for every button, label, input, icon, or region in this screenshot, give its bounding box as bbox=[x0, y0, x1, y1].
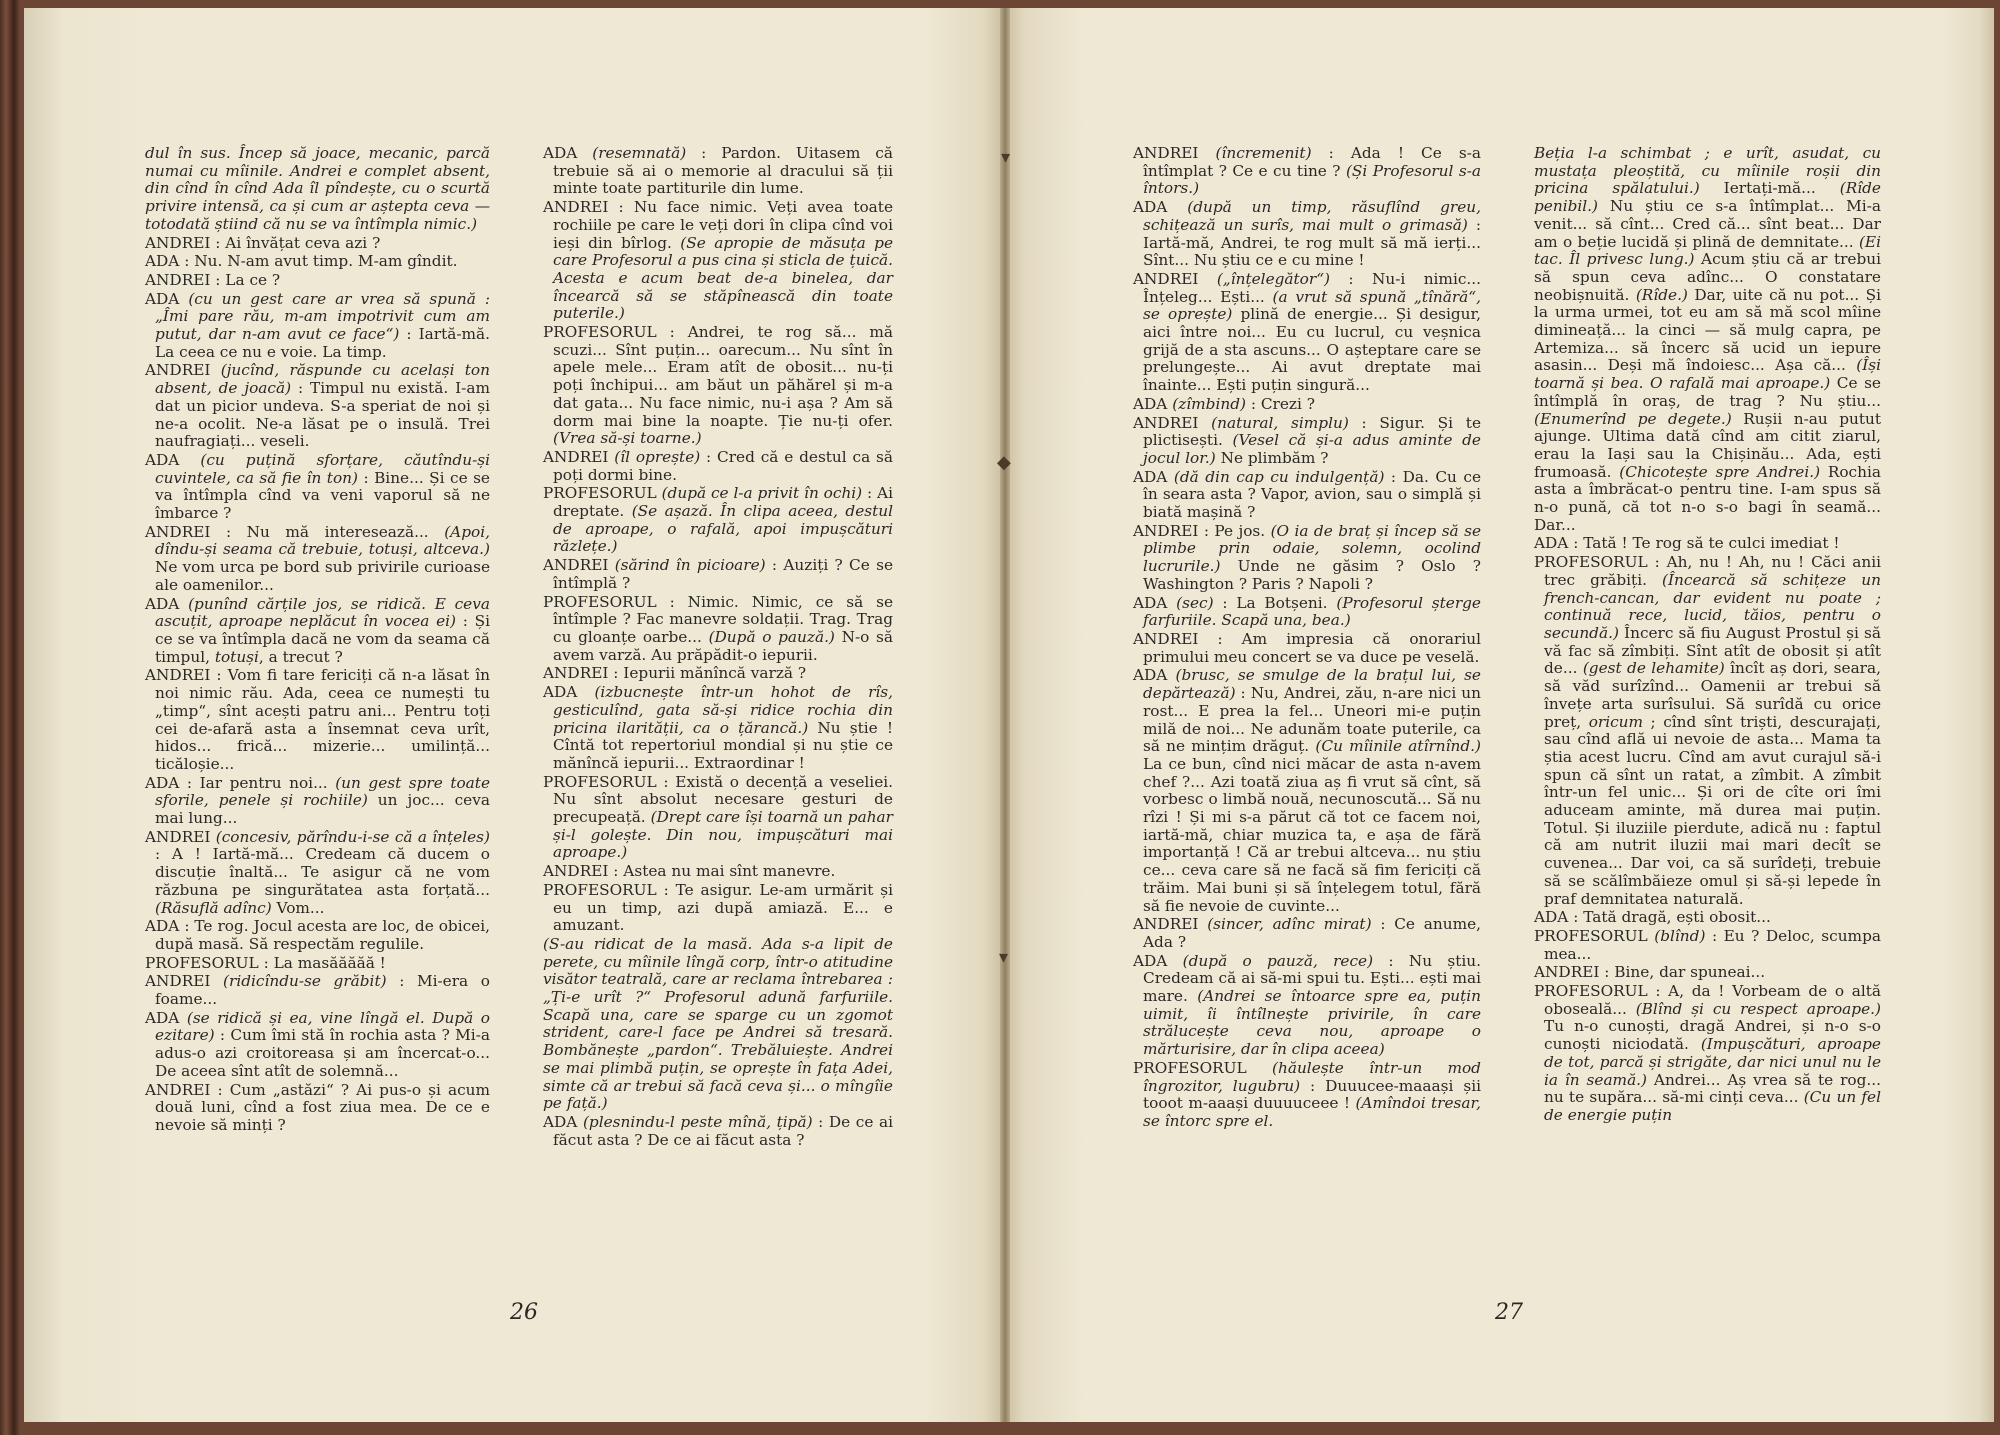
dialogue-line: ADA : Iar pentru noi... (un gest spre toate sforile, penele și rochiile) un joc... ceva mai lung... bbox=[145, 773, 490, 828]
dialogue-line: ADA : Te rog. Jocul acesta are loc, de obicei, după masă. Să respectăm regulile. bbox=[145, 917, 490, 953]
page-number-left: 26 bbox=[510, 1300, 538, 1325]
dialogue-line: ANDREI (concesiv, părîndu-i-se că a înțeles) : A ! Iartă-mă... Credeam că ducem o discuție înaltă... Te asigur că ne vom răzbuna pe singurătatea asta forțată... (Răsuflă adînc) Vom... bbox=[145, 827, 490, 917]
dialogue-line: ANDREI : Astea nu mai sînt manevre. bbox=[543, 862, 836, 881]
dialogue-line: PROFESORUL : Ah, nu ! Ah, nu ! Căci anii trec grăbiți. (Încearcă să schițeze un french-cancan, dar evident nu poate ; continuă rece, lucid, tăios, pentru o secundă.) Încerc să fiu August Prostul și să vă fac să zîmbiți. Sînt atît de obosit și atît de... (gest de lehamite) încît aș dori, seara, să văd surîzînd... Oamenii ar trebui să învețe arta surîsului. Să surîdă cu orice preț, oricum ; cînd sînt triști, descurajați, sau cînd află ui nevoie de asta... Mama ta știa acest lucru. Cînd am avut curajul să-i spun că sînt un ratat, a zîmbit. A zîmbit într-un fel unic... Și ori de cîte ori îmi aduceam aminte, mă durea mai puțin. Totul. Și iluziile pierdute, adică nu : faptul că am nutrit iluzii mai mari decît se cuvenea... Dar voi, ca să surîdeți, trebuie să se scălîmbăieze omul și să-și lepede în praf demnitatea naturală. bbox=[1534, 553, 1881, 908]
stage-direction: dul în sus. Încep să joace, mecanic, parcă numai cu mîinile. Andrei e complet absent, din cînd în cînd Ada îl pîndește, cu o scurtă privire intensă, ca și cum ar aștepta ceva — totodată știind că nu se va întîmpla nimic.) bbox=[145, 144, 490, 233]
dialogue-line: ADA (izbucnește într-un hohot de rîs, gesticulînd, gata să-și ridice rochia din pricina ilarității, ca o țărancă.) Nu știe ! Cîntă tot repertoriul mondial și nu știe ce mănîncă iepurii... Extraordinar ! bbox=[543, 683, 894, 772]
dialogue-line: PROFESORUL (hăulește într-un mod îngrozitor, lugubru) : Duuucee-maaași șii tooot m-aaași duuuuceee ! (Amîndoi tresar, se întorc spre el. bbox=[1133, 1058, 1481, 1130]
dialogue-line: ANDREI : Iepurii mănîncă varză ? bbox=[543, 664, 807, 683]
text-column-4 bbox=[1534, 145, 1881, 1126]
dialogue-line: ADA (dă din cap cu indulgență) : Da. Cu ce în seara asta ? Vapor, avion, sau o simplă și biată mașină ? bbox=[1133, 467, 1482, 522]
dialogue-line: ADA (brusc, se smulge de la brațul lui, se depărtează) : Nu, Andrei, zău, n-are nici un rost... E prea la fel... Uneori mi-e puțin milă de noi... Ne adunăm toate puterile, ca să ne mințim drăguț. (Cu mîinile atîrnînd.) La ce bun, cînd nici măcar de asta n-avem chef ?... Azi toată ziua aș fi vrut să cînt, să vorbesc o limbă nouă, necunoscută... Să nu rîzi ! Și mi s-a părut că tot ce facem noi, iartă-mă, chiar muzica ta, e așa de fără importanță ! Că ar trebui altceva... nu știu ce... ceva care să ne facă să fim fericiți că trăim. Mai buni și să înțelegem totul, fără să fie nevoie de cuvinte... bbox=[1133, 666, 1482, 915]
dialogue-line: ADA (cu puțină sforțare, căutîndu-și cuvintele, ca să fie în ton) : Bine... Și ce se va întîmpla cînd va veni vaporul să ne îmbarce ? bbox=[145, 450, 490, 523]
dialogue-line: ADA (punînd cărțile jos, se ridică. E ceva ascuțit, aproape neplăcut în vocea ei) : Și ce se va întîmpla dacă ne vom da seama că timpul, totuși, a trecut ? bbox=[145, 594, 490, 666]
dialogue-line: ANDREI („înțelegător“) : Nu-i nimic... Înțeleg... Ești... (a vrut să spună „tînără“, se oprește) plină de energie... Și desigur, aici între noi... Eu cu lucrul, cu veșnica grijă de a sta ascuns... O așteptare care se prelungește... Ai avut dreptate mai înainte... Ești puțin singură... bbox=[1133, 269, 1481, 395]
dialogue-line: ADA (după un timp, răsuflînd greu, schițează un surîs, mai mult o grimasă) : Iartă-mă, Andrei, te rog mult să mă ierți... Sînt... Nu știu ce e cu mine ! bbox=[1133, 198, 1481, 270]
book-gutter bbox=[1000, 8, 1010, 1422]
dialogue-line: ANDREI (sincer, adînc mirat) : Ce anume, Ada ? bbox=[1133, 915, 1481, 951]
dialogue-line: ADA : Tată ! Te rog să te culci imediat ! bbox=[1534, 534, 1840, 553]
page-number-right: 27 bbox=[1495, 1300, 1523, 1325]
dialogue-line: ADA (sec) : La Botșeni. (Profesorul șterge farfuriile. Scapă una, bea.) bbox=[1133, 593, 1481, 630]
dialogue-line: PROFESORUL : Andrei, te rog să... mă scuzi... Sînt puțin... oarecum... Nu sînt în apele mele... Eram atît de obosit... nu-ți poți închipui... am băut un păhărel și m-a dat gata... Nu face nimic, nu-i așa ? Am să dorm mai bine la noapte. Ție nu-ți ofer. (Vrea să-și toarne.) bbox=[543, 323, 893, 448]
dialogue-line: ADA (cu un gest care ar vrea să spună : „Îmi pare rău, m-am impotrivit cum am putut, dar n-am avut ce face“) : Iartă-mă. La ceea ce nu e voie. La timp. bbox=[145, 289, 490, 361]
dialogue-line: ANDREI (natural, simplu) : Sigur. Și te plictisești. (Vesel că și-a adus aminte de jocul lor.) Ne plimbăm ? bbox=[1133, 413, 1481, 467]
dialogue-line: ADA : Nu. N-am avut timp. M-am gîndit. bbox=[145, 252, 458, 271]
dialogue-line: ADA : Tată dragă, ești obosit... bbox=[1534, 908, 1771, 927]
dialogue-line: PROFESORUL (blînd) : Eu ? Deloc, scumpa mea... bbox=[1534, 926, 1881, 963]
dialogue-line: ANDREI : Nu mă interesează... (Apoi, dîndu-și seama că trebuie, totuși, altceva.) Ne vom urca pe bord sub privirile curioase ale oamenilor... bbox=[145, 522, 490, 594]
binding-stitch-icon: ▾ bbox=[999, 947, 1009, 968]
stage-direction: Beția l-a schimbat ; e urît, asudat, cu mustața pleoștită, cu mîinile roșii din pricina spălatului.) Iertați-mă... (Rîde penibil.) Nu știu ce s-a întîmplat... Mi-a venit... să cînt... Cred că... sînt beat... Dar am o beție lucidă și plină de demnitate... (Ei tac. Îl privesc lung.) Acum știu că ar trebui să spun ceva adînc... O constatare neobișnuită. (Rîde.) Dar, uite că nu pot... Și la urma urmei, tot eu am să mă scol mîine dimineață... la cinci — să mulg capra, pe Artemiza... să încerc să ucid un iepure asasin... Deși mă îndoiesc... Așa că... (Își toarnă și bea. O rafală mai aproape.) Ce se întîmplă în oraș, de trag ? Nu știu... (Enumerînd pe degete.) Rușii n-au putut ajunge. Ultima dată cînd am citit ziarul, erau la Iași sau la Chișinău... Ada, ești frumoasă. (Chicotește spre Andrei.) Rochia asta a îmbrăcat-o pentru tine. I-am spus să n-o pună, că tot n-o s-o bagi în seamă... Dar... bbox=[1534, 144, 1881, 534]
dialogue-line: ANDREI : Am impresia că onorariul primului meu concert se va duce pe veselă. bbox=[1133, 629, 1481, 666]
dialogue-line: ADA (după o pauză, rece) : Nu știu. Credeam că ai să-mi spui tu. Ești... ești mai mare. (Andrei se întoarce spre ea, puțin uimit, îi întîlnește privirile, în care strălucește ceva nou, aproape o mărturisire, dar în clipa aceea) bbox=[1133, 951, 1481, 1059]
dialogue-line: ADA (resemnată) : Pardon. Uitasem că trebuie să ai o memorie al dracului să ții minte toate partiturile din lume. bbox=[543, 144, 893, 198]
dialogue-line: ANDREI (jucînd, răspunde cu același ton absent, de joacă) : Timpul nu există. I-am dat un picior undeva. S-a speriat de noi și ne-a ocolit. Ne-a lăsat pe o insulă. Trei naufragiați... veseli. bbox=[145, 361, 490, 451]
text-column-2 bbox=[543, 145, 893, 1150]
dialogue-line: ANDREI (încremenit) : Ada ! Ce s-a întîmplat ? Ce e cu tine ? (Și Profesorul s-a întors.) bbox=[1133, 144, 1481, 198]
dialogue-line: ANDREI : Cum „astăzi“ ? Ai pus-o și acum două luni, cînd a fost ziua mea. De ce e nevoie să minți ? bbox=[145, 1080, 490, 1134]
dialogue-line: ANDREI : La ce ? bbox=[145, 270, 281, 289]
binding-stitch-icon: ▾ bbox=[1001, 147, 1011, 168]
dialogue-line: PROFESORUL (după ce l-a privit în ochi) : Ai dreptate. (Se așază. În clipa aceea, destul de aproape, o rafală, apoi impușcături răzlețe.) bbox=[543, 484, 893, 556]
dialogue-line: ANDREI : Nu face nimic. Veți avea toate rochiile pe care le veți dori în clipa cînd voi ieși din bîrlog. (Se apropie de măsuța pe care Profesorul a pus cina și sticla de țuică. Acesta e acum beat de-a binelea, dar încearcă să se stăpînească din toate puterile.) bbox=[543, 198, 893, 323]
dialogue-line: ANDREI (îl oprește) : Cred că e destul ca să poți dormi bine. bbox=[543, 447, 893, 484]
dialogue-line: PROFESORUL : Nimic. Nimic, ce să se întîmple ? Fac manevre soldații. Trag. Trag cu gloanțe oarbe... (După o pauză.) N-o să avem varză. Au prăpădit-o iepurii. bbox=[543, 592, 893, 664]
text-column-1 bbox=[145, 145, 490, 1136]
dialogue-line: ANDREI (ridicîndu-se grăbit) : Mi-era o foame... bbox=[145, 972, 490, 1009]
dialogue-line: PROFESORUL : Există o decență a veseliei. Nu sînt absolut necesare gesturi de precupeață. (Drept care își toarnă un pahar și-l golește. Din nou, impușcături mai aproape.) bbox=[543, 772, 893, 862]
dialogue-line: ANDREI : Pe jos. (O ia de braț și încep să se plimbe prin odaie, solemn, ocolind lucrurile.) Unde ne găsim ? Oslo ? Washington ? Paris ? Napoli ? bbox=[1133, 521, 1482, 593]
dialogue-line: ANDREI : Vom fi tare fericiți că n-a lăsat în noi nimic rău. Ada, ceea ce numești tu „timp“, sînt acești patru ani... Pentru toți cei de-afară asta a însemnat ceva urît, hidos... frică... mizerie... umilință... ticăloșie... bbox=[145, 666, 490, 773]
dialogue-line: ADA (plesnindu-l peste mînă, țipă) : De ce ai făcut asta ? De ce ai făcut asta ? bbox=[543, 1112, 893, 1149]
stage-direction: (S-au ridicat de la masă. Ada s-a lipit de perete, cu mîinile lîngă corp, într-o atitudine visător teatrală, care ar reclama întrebarea : „Ți-e urît ?“ Profesorul adună farfuriile. Scapă una, care se sparge cu un zgomot strident, care-l face pe Andrei să tresară. Bombănește „pardon“. Trebăluiește. Andrei se mai plimbă puțin, se oprește în fața Adei, simte că ar trebui să facă ceva și... o mîngîie pe față.) bbox=[543, 934, 893, 1113]
dialogue-line: ANDREI : Ai învățat ceva azi ? bbox=[145, 233, 381, 252]
dialogue-line: ANDREI : Bine, dar spuneai... bbox=[1534, 963, 1766, 982]
dialogue-line: ANDREI (sărind în picioare) : Auziți ? Ce se întîmplă ? bbox=[543, 556, 893, 592]
dialogue-line: PROFESORUL : Te asigur. Le-am urmărit și eu un timp, azi după amiază. E... e amuzant. bbox=[543, 880, 893, 935]
dialogue-line: PROFESORUL : La masăăăăă ! bbox=[145, 953, 386, 972]
dialogue-line: PROFESORUL : A, da ! Vorbeam de o altă oboseală... (Blînd și cu respect aproape.) Tu n-o cunoști, dragă Andrei, și n-o s-o cunoști niciodată. (Impușcături, aproape de tot, parcă și strigăte, dar nici unul nu le ia în seamă.) Andrei... Aș vrea să te rog... nu te supăra... să-mi cinți ceva... (Cu un fel de energie puțin bbox=[1534, 982, 1881, 1124]
dialogue-line: ADA (se ridică și ea, vine lîngă el. După o ezitare) : Cum îmi stă în rochia asta ? Mi-a adus-o azi croitoreasa și am încercat-o... De aceea sînt atît de solemnă... bbox=[145, 1008, 491, 1080]
dialogue-line: ADA (zîmbind) : Crezi ? bbox=[1133, 394, 1315, 413]
binding-stitch-icon: ◆ bbox=[997, 452, 1011, 473]
text-column-3 bbox=[1133, 145, 1481, 1132]
